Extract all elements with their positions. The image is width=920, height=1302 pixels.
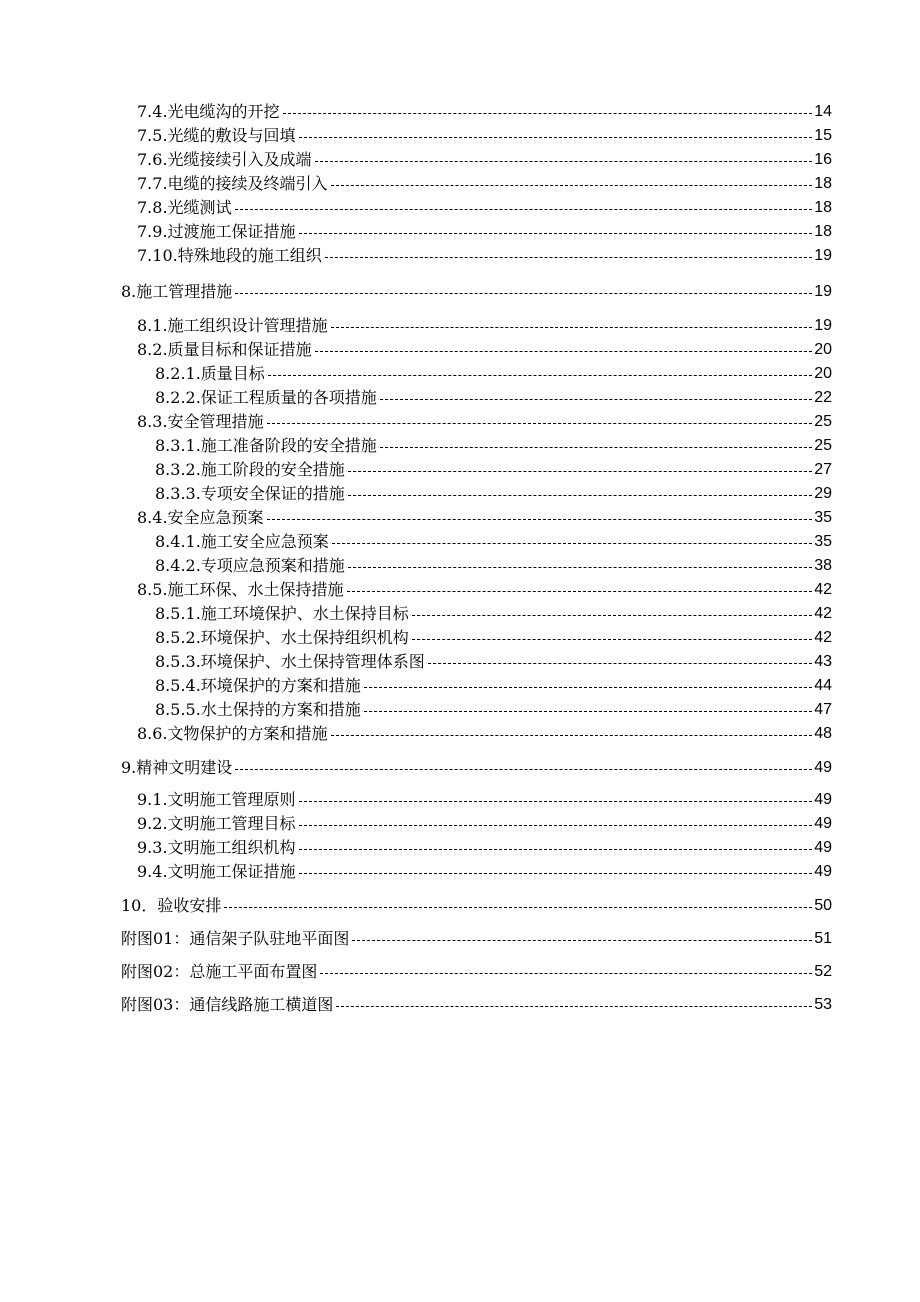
toc-entry[interactable] xyxy=(121,894,832,918)
toc-entry[interactable] xyxy=(137,220,832,244)
toc-dot-leader xyxy=(428,662,812,664)
toc-page-number: 25 xyxy=(814,413,832,430)
toc-entry[interactable] xyxy=(155,650,832,674)
toc-entry[interactable] xyxy=(155,458,832,482)
toc-dot-leader xyxy=(320,972,812,974)
toc-page-number: 19 xyxy=(814,247,832,264)
toc-dot-leader xyxy=(283,112,813,114)
toc-page-number: 47 xyxy=(814,701,832,718)
toc-entry-title: 9.3.文明施工组织机构 xyxy=(137,838,296,857)
toc-entry-title: 8.4.安全应急预案 xyxy=(137,508,264,527)
toc-entry[interactable] xyxy=(137,100,832,124)
toc-entry[interactable] xyxy=(137,578,832,602)
toc-entry[interactable] xyxy=(155,602,832,626)
toc-entry-title: 附图01：通信架子队驻地平面图 xyxy=(121,929,350,948)
toc-entry[interactable] xyxy=(121,756,832,780)
toc-entry-title: 8.5.3.环境保护、水土保持管理体系图 xyxy=(155,652,425,671)
toc-dot-leader xyxy=(268,374,812,376)
toc-entry[interactable] xyxy=(155,626,832,650)
toc-dot-leader xyxy=(315,160,813,162)
toc-entry-title: 附图03：通信线路施工横道图 xyxy=(121,995,334,1014)
toc-entry[interactable] xyxy=(155,386,832,410)
toc-entry[interactable] xyxy=(121,960,832,984)
toc-entry-title: 9.1.文明施工管理原则 xyxy=(137,790,296,809)
toc-entry-title: 8.3.安全管理措施 xyxy=(137,412,264,431)
toc-entry[interactable] xyxy=(155,434,832,458)
toc-entry[interactable] xyxy=(137,506,832,530)
toc-entry-title: 8.施工管理措施 xyxy=(121,282,233,301)
toc-dot-leader xyxy=(364,710,812,712)
toc-entry-title: 7.8.光缆测试 xyxy=(137,198,232,217)
toc-entry-title: 8.2.1.质量目标 xyxy=(155,364,265,383)
toc-entry[interactable] xyxy=(137,172,832,196)
toc-page-number: 18 xyxy=(814,175,832,192)
toc-entry-title: 8.5.5.水土保持的方案和措施 xyxy=(155,700,361,719)
toc-page-number: 51 xyxy=(814,930,832,947)
toc-dot-leader xyxy=(348,494,812,496)
toc-entry[interactable] xyxy=(155,674,832,698)
toc-entry[interactable] xyxy=(155,554,832,578)
toc-page-number: 42 xyxy=(814,629,832,646)
toc-entry[interactable] xyxy=(137,124,832,148)
toc-dot-leader xyxy=(235,208,813,210)
toc-page-number: 22 xyxy=(814,389,832,406)
toc-dot-leader xyxy=(315,350,813,352)
toc-dot-leader xyxy=(235,292,812,294)
toc-dot-leader xyxy=(332,542,812,544)
toc-dot-leader xyxy=(331,184,813,186)
toc-page-number: 19 xyxy=(814,317,832,334)
toc-page-number: 19 xyxy=(814,283,832,300)
toc-entry[interactable] xyxy=(121,280,832,304)
toc-dot-leader xyxy=(380,446,812,448)
toc-entry[interactable] xyxy=(137,722,832,746)
toc-dot-leader xyxy=(347,590,813,592)
toc-entry[interactable] xyxy=(137,410,832,434)
toc-dot-leader xyxy=(412,614,812,616)
toc-page-number: 18 xyxy=(814,199,832,216)
toc-entry-title: 8.2.质量目标和保证措施 xyxy=(137,340,312,359)
toc-dot-leader xyxy=(348,566,812,568)
toc-page-number: 49 xyxy=(814,759,832,776)
toc-entry[interactable] xyxy=(155,362,832,386)
toc-page-number: 14 xyxy=(814,103,832,120)
toc-dot-leader xyxy=(325,256,812,258)
toc-entry[interactable] xyxy=(137,788,832,812)
toc-page-number: 16 xyxy=(814,151,832,168)
toc-entry[interactable] xyxy=(137,244,832,268)
toc-entry[interactable] xyxy=(137,836,832,860)
toc-entry-title: 7.9.过渡施工保证措施 xyxy=(137,222,296,241)
toc-entry-title: 7.10.特殊地段的施工组织 xyxy=(137,246,322,265)
toc-dot-leader xyxy=(380,398,812,400)
toc-entry[interactable] xyxy=(137,338,832,362)
toc-dot-leader xyxy=(235,768,812,770)
toc-page-number: 53 xyxy=(814,996,832,1013)
toc-page-number: 20 xyxy=(814,365,832,382)
toc-entry[interactable] xyxy=(155,698,832,722)
toc-page-number: 27 xyxy=(814,461,832,478)
toc-entry-title: 8.5.2.环境保护、水土保持组织机构 xyxy=(155,628,409,647)
toc-page-number: 35 xyxy=(814,533,832,550)
toc-page-number: 25 xyxy=(814,437,832,454)
toc-entry[interactable] xyxy=(137,812,832,836)
toc-entry-title: 8.4.1.施工安全应急预案 xyxy=(155,532,329,551)
toc-entry-title: 7.7.电缆的接续及终端引入 xyxy=(137,174,328,193)
toc-dot-leader xyxy=(224,906,812,908)
toc-entry-title: 附图02：总施工平面布置图 xyxy=(121,962,318,981)
toc-entry-title: 8.3.3.专项安全保证的措施 xyxy=(155,484,345,503)
toc-page-number: 43 xyxy=(814,653,832,670)
toc-dot-leader xyxy=(364,686,812,688)
toc-dot-leader xyxy=(299,824,813,826)
toc-page-number: 35 xyxy=(814,509,832,526)
toc-entry-title: 7.4.光电缆沟的开挖 xyxy=(137,102,280,121)
toc-dot-leader xyxy=(299,232,813,234)
toc-page-number: 49 xyxy=(814,791,832,808)
toc-dot-leader xyxy=(299,848,813,850)
toc-dot-leader xyxy=(352,939,812,941)
toc-entry[interactable] xyxy=(137,860,832,884)
toc-entry[interactable] xyxy=(137,196,832,220)
toc-entry-title: 8.2.2.保证工程质量的各项措施 xyxy=(155,388,377,407)
toc-dot-leader xyxy=(299,800,813,802)
toc-page-number: 49 xyxy=(814,839,832,856)
toc-page-number: 52 xyxy=(814,963,832,980)
toc-entry[interactable] xyxy=(137,148,832,172)
toc-entry[interactable] xyxy=(121,927,832,951)
toc-dot-leader xyxy=(331,734,813,736)
toc-dot-leader xyxy=(348,470,812,472)
toc-entry-title: 8.5.4.环境保护的方案和措施 xyxy=(155,676,361,695)
toc-page-number: 38 xyxy=(814,557,832,574)
toc-entry-title: 8.5.施工环保、水土保持措施 xyxy=(137,580,344,599)
toc-page-number: 15 xyxy=(814,127,832,144)
toc-entry-title: 8.1.施工组织设计管理措施 xyxy=(137,316,328,335)
toc-dot-leader xyxy=(267,422,813,424)
toc-dot-leader xyxy=(336,1005,812,1007)
toc-dot-leader xyxy=(299,872,813,874)
toc-page-number: 18 xyxy=(814,223,832,240)
toc-page-number: 50 xyxy=(814,897,832,914)
toc-dot-leader xyxy=(299,136,813,138)
toc-dot-leader xyxy=(267,518,813,520)
toc-page-number: 49 xyxy=(814,815,832,832)
toc-page-number: 42 xyxy=(814,581,832,598)
toc-entry[interactable] xyxy=(121,993,832,1017)
toc-dot-leader xyxy=(331,326,813,328)
toc-page-number: 29 xyxy=(814,485,832,502)
toc-dot-leader xyxy=(412,638,812,640)
toc-page-number: 42 xyxy=(814,605,832,622)
toc-entry-title: 7.5.光缆的敷设与回填 xyxy=(137,126,296,145)
toc-entry[interactable] xyxy=(137,314,832,338)
toc-entry-title: 7.6.光缆接续引入及成端 xyxy=(137,150,312,169)
toc-entry[interactable] xyxy=(155,482,832,506)
toc-page-number: 44 xyxy=(814,677,832,694)
toc-entry-title: 9.4.文明施工保证措施 xyxy=(137,862,296,881)
toc-entry[interactable] xyxy=(155,530,832,554)
toc-entry-title: 8.6.文物保护的方案和措施 xyxy=(137,724,328,743)
toc-entry-title: 9.精神文明建设 xyxy=(121,758,233,777)
toc-page-number: 48 xyxy=(814,725,832,742)
toc-page-number: 49 xyxy=(814,863,832,880)
toc-entry-title: 8.4.2.专项应急预案和措施 xyxy=(155,556,345,575)
toc-entry-title: 8.5.1.施工环境保护、水土保持目标 xyxy=(155,604,409,623)
toc-entry-title: 8.3.2.施工阶段的安全措施 xyxy=(155,460,345,479)
toc-entry-title: 10．验收安排 xyxy=(121,896,222,915)
toc-page-number: 20 xyxy=(814,341,832,358)
toc-entry-title: 8.3.1.施工准备阶段的安全措施 xyxy=(155,436,377,455)
toc-entry-title: 9.2.文明施工管理目标 xyxy=(137,814,296,833)
